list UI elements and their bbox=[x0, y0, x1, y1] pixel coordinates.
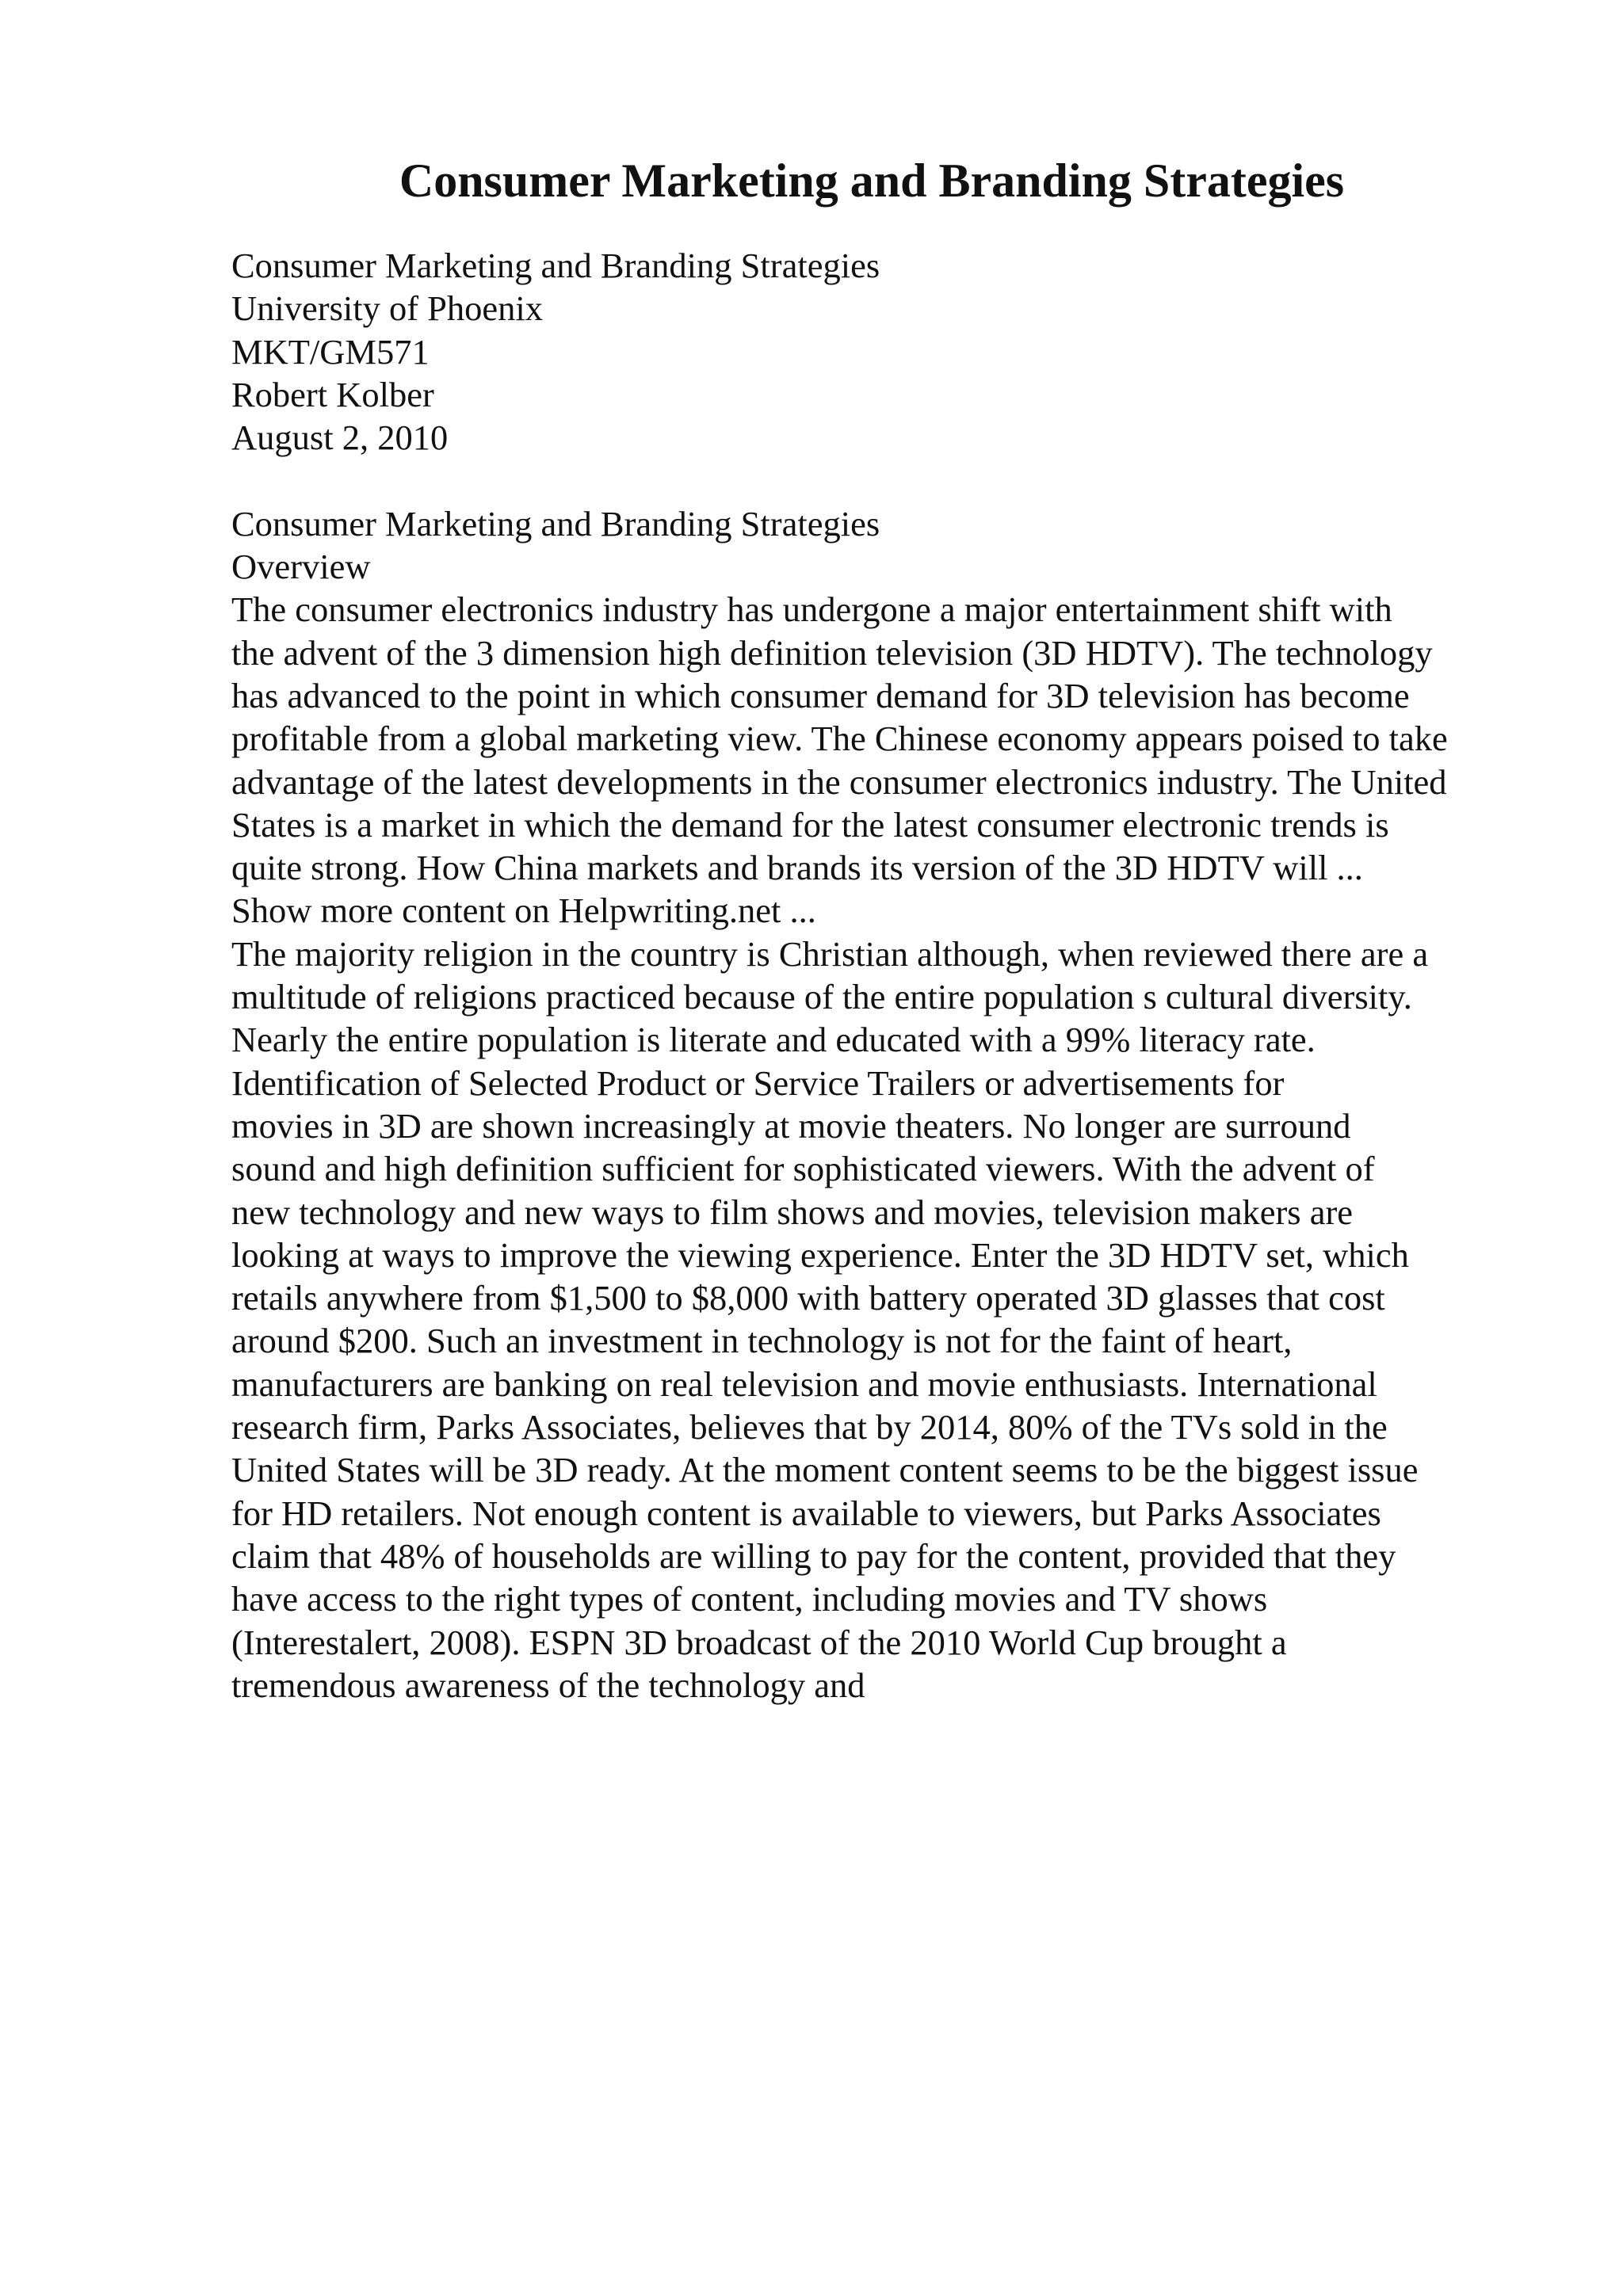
body-line: manufacturers are banking on real television and movie enthusiasts. International bbox=[231, 1363, 1377, 1404]
body-line: States is a market in which the demand for the latest consumer electronic trends is bbox=[231, 804, 1389, 845]
body-line: claim that 48% of households are willing to pay for the content, provided that they bbox=[231, 1535, 1396, 1576]
body-line: Identification of Selected Product or Service Trailers or advertisements for bbox=[231, 1062, 1285, 1103]
header-line: University of Phoenix bbox=[231, 288, 544, 329]
body-line: movies in 3D are shown increasingly at movie theaters. No longer are surround bbox=[231, 1105, 1351, 1146]
document-content bbox=[231, 244, 1594, 1707]
body-line: (Interestalert, 2008). ESPN 3D broadcast of the 2010 World Cup brought a bbox=[231, 1622, 1287, 1662]
body-line: advantage of the latest developments in the consumer electronics industry. The United bbox=[231, 761, 1447, 802]
body-line: sound and high definition sufficient for sophisticated viewers. With the advent of bbox=[231, 1149, 1375, 1189]
body-line: profitable from a global marketing view. The Chinese economy appears poised to take bbox=[231, 719, 1448, 759]
body-line: new technology and new ways to film shows and movies, television makers are bbox=[231, 1192, 1354, 1232]
body-line: the advent of the 3 dimension high definition television (3D HDTV). The technology bbox=[231, 632, 1433, 673]
body-line: retails anywhere from $1,500 to $8,000 with battery operated 3D glasses that cost bbox=[231, 1278, 1385, 1318]
body-line: tremendous awareness of the technology and bbox=[231, 1665, 865, 1705]
header-block bbox=[231, 244, 1594, 459]
header-line: Consumer Marketing and Branding Strategies bbox=[231, 246, 880, 285]
body-line: Overview bbox=[231, 547, 371, 587]
body-line: multitude of religions practiced because of the entire population s cultural diversity. bbox=[231, 977, 1412, 1017]
body-line: have access to the right types of content, including movies and TV shows bbox=[231, 1579, 1268, 1619]
body-line: looking at ways to improve the viewing experience. Enter the 3D HDTV set, which bbox=[231, 1234, 1409, 1275]
body-line: Consumer Marketing and Branding Strategies bbox=[231, 503, 880, 543]
body-line: The consumer electronics industry has undergone a major entertainment shift with bbox=[231, 589, 1392, 630]
body-line: around $200. Such an investment in technology is not for the faint of heart, bbox=[231, 1321, 1293, 1361]
body-line: Show more content on Helpwriting.net ... bbox=[231, 891, 816, 931]
body-line: for HD retailers. Not enough content is available to viewers, but Parks Associates bbox=[231, 1493, 1381, 1533]
body-line: Nearly the entire population is literate and educated with a 99% literacy rate. bbox=[231, 1020, 1316, 1060]
header-line: Robert Kolber bbox=[231, 374, 434, 414]
body-line: research firm, Parks Associates, believes that by 2014, 80% of the TVs sold in the bbox=[231, 1407, 1388, 1447]
header-line: MKT/GM571 bbox=[231, 331, 430, 372]
body-line: has advanced to the point in which consumer demand for 3D television has become bbox=[231, 675, 1410, 715]
body-line: The majority religion in the country is Christian although, when reviewed there are a bbox=[231, 933, 1429, 974]
paragraph-gap bbox=[231, 459, 1594, 502]
body-block bbox=[231, 502, 1594, 1707]
document-title: Consumer Marketing and Branding Strategies bbox=[399, 154, 1345, 207]
header-line: August 2, 2010 bbox=[231, 418, 449, 458]
body-line: United States will be 3D ready. At the moment content seems to be the biggest issue bbox=[231, 1450, 1419, 1490]
body-line: quite strong. How China markets and brands its version of the 3D HDTV will ... bbox=[231, 848, 1363, 888]
